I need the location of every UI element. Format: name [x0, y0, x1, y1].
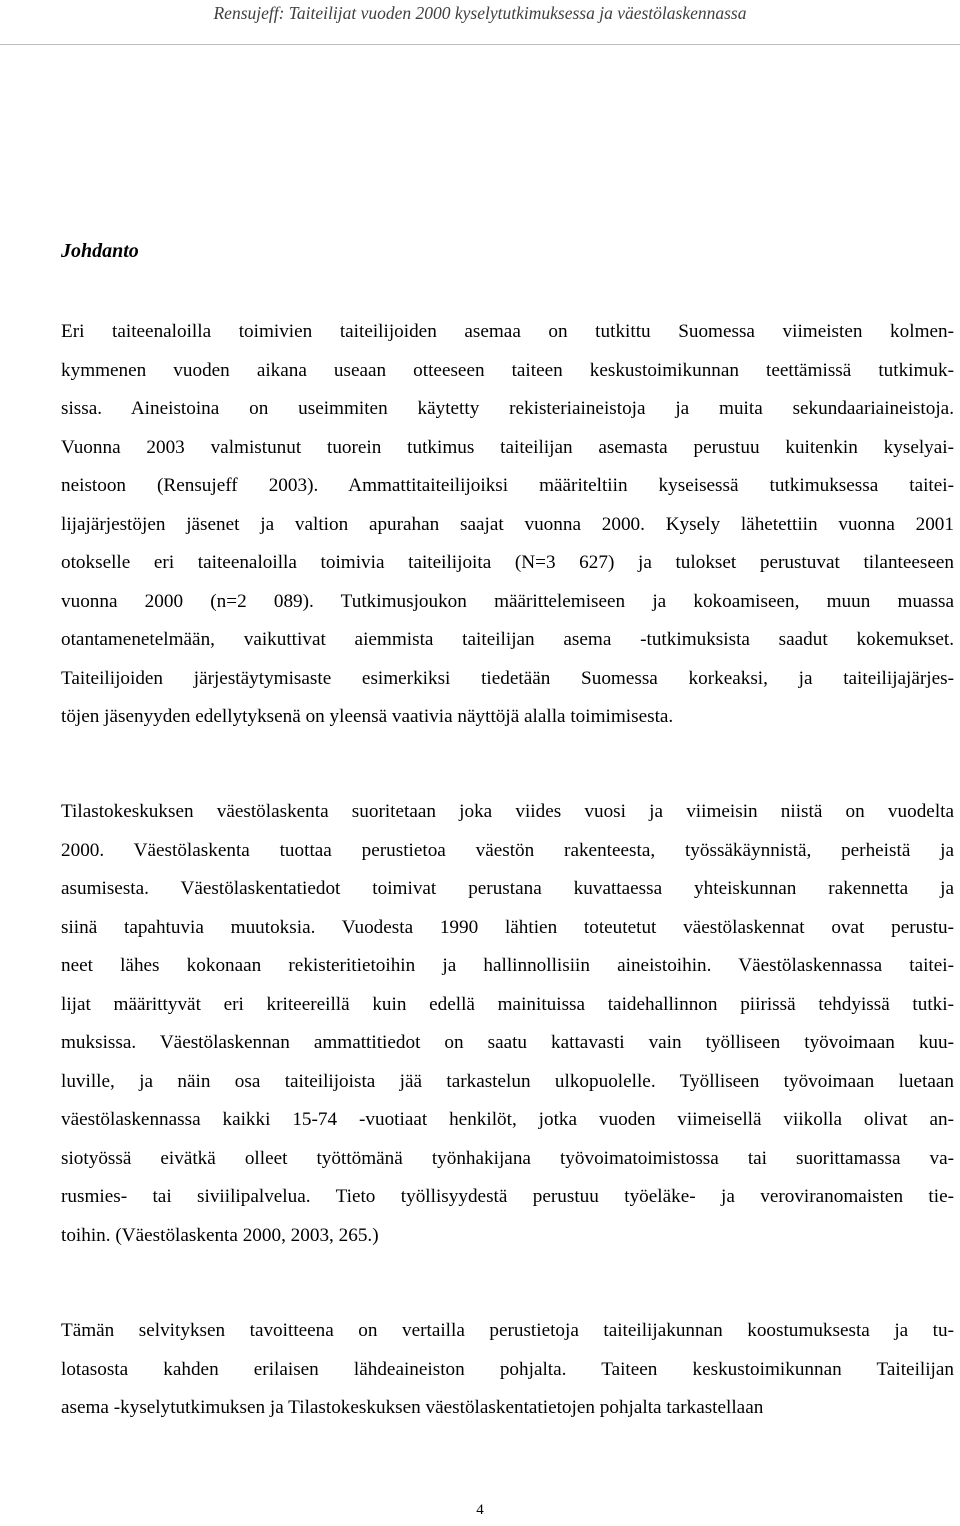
text-line: kymmenen vuoden aikana useaan otteeseen taiteen keskustoimikunnan teettämissä tutkimuk- — [61, 359, 954, 381]
text-line: asumisesta. Väestölaskentatiedot toimivat perustana kuvattaessa yhteiskunnan rakennetta ja — [61, 878, 954, 899]
text-line: asema -kyselytutkimuksen ja Tilastokeskuksen väestölaskentatietojen pohjalta tarkastellaan — [61, 1397, 764, 1418]
text-line: töjen jäsenyyden edellytyksenä on yleensä vaativia näyttöjä alalla toimimisesta. — [61, 706, 674, 727]
text-line: Tämän selvityksen tavoitteena on vertailla perustietoja taiteilijakunnan koostumuksesta ja tu- — [61, 1320, 954, 1341]
text-line: muksissa. Väestölaskennan ammattitiedot on saatu kattavasti vain työlliseen työvoimaan kuu- — [61, 1032, 954, 1053]
text-line: lijat määrittyvät eri kriteereillä kuin edellä mainituissa taidehallinnon piirissä tehdyissä tutki- — [61, 993, 954, 1015]
running-header: Rensujeff: Taiteilijat vuoden 2000 kyselytutkimuksessa ja väestölaskennassa — [213, 3, 747, 23]
text-line: lotasosta kahden erilaisen lähdeaineiston pohjalta. Taiteen keskustoimikunnan Taiteilijan — [61, 1358, 954, 1380]
text-line: 2000. Väestölaskenta tuottaa perustietoa väestön rakenteesta, työssäkäynnistä, perheistä ja — [61, 839, 954, 861]
text-line: luville, ja näin osa taiteilijoista jää tarkastelun ulkopuolelle. Työlliseen työvoimaan luetaan — [61, 1070, 954, 1092]
page-number: 4 — [476, 1502, 484, 1518]
text-line: sissa. Aineistoina on useimmiten käytetty rekisteriaineistoja ja muita sekundaariaineistoja. — [61, 398, 954, 419]
text-line: siotyössä eivätkä olleet työttömänä työnhakijana työvoimatoimistossa tai suorittamassa va- — [61, 1147, 954, 1169]
paragraph-introduction — [61, 313, 954, 737]
paragraph-aim — [61, 1312, 954, 1428]
text-line: neet lähes kokonaan rekisteritietoihin ja hallinnollisiin aineistoihin. Väestölaskennassa taitei- — [61, 955, 954, 976]
text-line: Taiteilijoiden järjestäytymisaste esimerkiksi tiedetään Suomessa korkeaksi, ja taiteilijajärjes- — [61, 667, 954, 689]
text-line: väestölaskennassa kaikki 15-74 -vuotiaat henkilöt, jotka vuoden viimeisellä viikolla olivat an- — [61, 1109, 954, 1130]
header-divider — [0, 44, 960, 45]
text-line: siinä tapahtuvia muutoksia. Vuodesta 1990 lähtien toteutetut väestölaskennat ovat perustu- — [61, 916, 954, 938]
text-line: Vuonna 2003 valmistunut tuorein tutkimus taiteilijan asemasta perustuu kuitenkin kyselyai- — [61, 436, 954, 458]
text-line: neistoon (Rensujeff 2003). Ammattitaiteilijoiksi määriteltiin kyseisessä tutkimuksessa taitei- — [61, 475, 954, 496]
text-line: vuonna 2000 (n=2 089). Tutkimusjoukon määrittelemiseen ja kokoamiseen, muun muassa — [61, 590, 954, 612]
text-line: rusmies- tai siviilipalvelua. Tieto työllisyydestä perustuu työeläke- ja veroviranomaisten tie- — [61, 1186, 954, 1207]
text-line: toihin. (Väestölaskenta 2000, 2003, 265.) — [61, 1224, 379, 1246]
text-line: Eri taiteenaloilla toimivien taiteilijoiden asemaa on tutkittu Suomessa viimeisten kolmen- — [61, 321, 954, 342]
text-line: otokselle eri taiteenaloilla toimivia taiteilijoita (N=3 627) ja tulokset perustuvat tilanteeseen — [61, 552, 954, 573]
paragraph-census — [61, 793, 954, 1255]
text-line: lijajärjestöjen jäsenet ja valtion apurahan saajat vuonna 2000. Kysely lähetettiin vuonna 2001 — [61, 513, 954, 535]
text-line: Tilastokeskuksen väestölaskenta suoritetaan joka viides vuosi ja viimeisin niistä on vuodelta — [61, 801, 954, 822]
section-title: Johdanto — [61, 240, 139, 262]
text-line: otantamenetelmään, vaikuttivat aiemmista taiteilijan asema -tutkimuksista saadut kokemukset. — [61, 629, 954, 650]
